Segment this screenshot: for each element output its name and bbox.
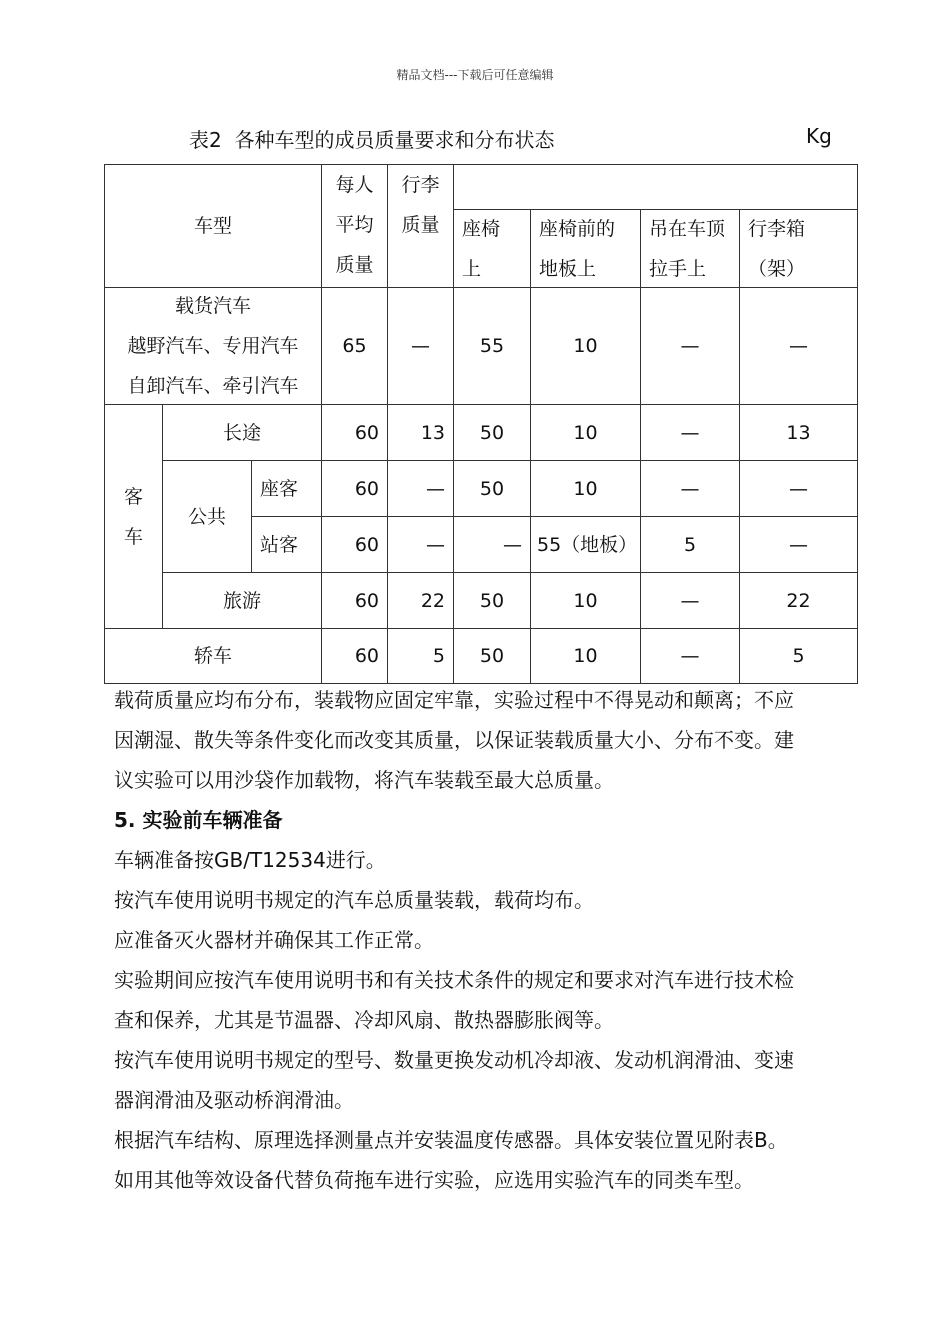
row-standing-avg: 60 [321, 516, 388, 573]
row-tourism-floor: 10 [530, 572, 641, 629]
row-cargo-handle: — [640, 287, 740, 405]
row-seated-floor: 10 [530, 460, 641, 517]
paragraph-line: 应准备灭火器材并确保其工作正常。 [114, 928, 434, 952]
paragraph-line: 实验期间应按汽车使用说明书和有关技术条件的规定和要求对汽车进行技术检 [114, 968, 794, 992]
row-tourism-seat: 50 [453, 572, 531, 629]
group-public-label: 公共 [162, 460, 252, 573]
header-distribution-blank [453, 164, 858, 210]
table-unit: Kg [806, 124, 832, 148]
row-cargo-type: 载货汽车 越野汽车、专用汽车 自卸汽车、牵引汽车 [104, 287, 322, 405]
paragraph-line: 按汽车使用说明书规定的型号、数量更换发动机冷却液、发动机润滑油、变速 [114, 1048, 794, 1072]
row-tourism-avg: 60 [321, 572, 388, 629]
row-seated-handle: — [640, 460, 740, 517]
header-floor: 座椅前的 地板上 [530, 209, 641, 288]
row-cargo-rack: — [739, 287, 858, 405]
row-long-distance-avg: 60 [321, 404, 388, 461]
row-sedan-avg: 60 [321, 628, 388, 684]
row-seated-type: 座客 [251, 460, 322, 517]
group-bus-label: 客 车 [104, 404, 163, 629]
row-tourism-rack: 22 [739, 572, 858, 629]
paragraph-line: 载荷质量应均布分布，装载物应固定牢靠，实验过程中不得晃动和颠离；不应 [114, 688, 794, 712]
paragraph-line: 车辆准备按GB/T12534进行。 [114, 848, 386, 872]
row-seated-avg: 60 [321, 460, 388, 517]
row-standing-rack: — [739, 516, 858, 573]
page-header: 精品文档---下载后可任意编辑 [396, 68, 554, 82]
paragraph-line: 根据汽车结构、原理选择测量点并安装温度传感器。具体安装位置见附表B。 [114, 1128, 788, 1152]
header-handle: 吊在车顶 拉手上 [640, 209, 740, 288]
paragraph-line: 按汽车使用说明书规定的汽车总质量装载，载荷均布。 [114, 888, 594, 912]
body-text [114, 680, 899, 1200]
row-sedan-rack: 5 [739, 628, 858, 684]
paragraph-line: 查和保养，尤其是节温器、冷却风扇、散热器膨胀阀等。 [114, 1008, 614, 1032]
row-standing-seat: — [453, 516, 531, 573]
row-cargo-avg: 65 [321, 287, 388, 405]
row-sedan-floor: 10 [530, 628, 641, 684]
row-long-distance-type: 长途 [162, 404, 322, 461]
row-sedan-handle: — [640, 628, 740, 684]
row-standing-type: 站客 [251, 516, 322, 573]
row-tourism-type: 旅游 [162, 572, 322, 629]
row-seated-luggage: — [387, 460, 454, 517]
paragraph-line: 器润滑油及驱动桥润滑油。 [114, 1088, 354, 1112]
paragraph-line: 因潮湿、散失等条件变化而改变其质量，以保证装载质量大小、分布不变。建 [114, 728, 794, 752]
row-cargo-floor: 10 [530, 287, 641, 405]
paragraph-line: 议实验可以用沙袋作加载物，将汽车装载至最大总质量。 [114, 768, 614, 792]
paragraph-line: 如用其他等效设备代替负荷拖车进行实验，应选用实验汽车的同类车型。 [114, 1168, 754, 1192]
header-luggage-mass: 行李 质量 [387, 164, 454, 288]
row-sedan-luggage: 5 [387, 628, 454, 684]
mass-distribution-table [104, 164, 858, 684]
header-rack: 行李箱 （架） [739, 209, 858, 288]
header-avg-mass: 每人 平均 质量 [321, 164, 388, 288]
row-tourism-handle: — [640, 572, 740, 629]
row-sedan-type: 轿车 [104, 628, 322, 684]
row-standing-handle: 5 [640, 516, 740, 573]
header-vehicle-type: 车型 [104, 164, 322, 288]
row-long-distance-seat: 50 [453, 404, 531, 461]
row-long-distance-rack: 13 [739, 404, 858, 461]
row-standing-luggage: — [387, 516, 454, 573]
row-cargo-luggage: — [387, 287, 454, 405]
row-seated-rack: — [739, 460, 858, 517]
row-long-distance-luggage: 13 [387, 404, 454, 461]
row-cargo-seat: 55 [453, 287, 531, 405]
row-standing-floor: 55（地板） [530, 516, 641, 573]
row-long-distance-handle: — [640, 404, 740, 461]
section-heading: 5. 实验前车辆准备 [114, 808, 283, 832]
row-seated-seat: 50 [453, 460, 531, 517]
row-long-distance-floor: 10 [530, 404, 641, 461]
header-seat: 座椅 上 [453, 209, 531, 288]
row-tourism-luggage: 22 [387, 572, 454, 629]
row-sedan-seat: 50 [453, 628, 531, 684]
table-title: 表2 各种车型的成员质量要求和分布状态 [189, 128, 555, 152]
